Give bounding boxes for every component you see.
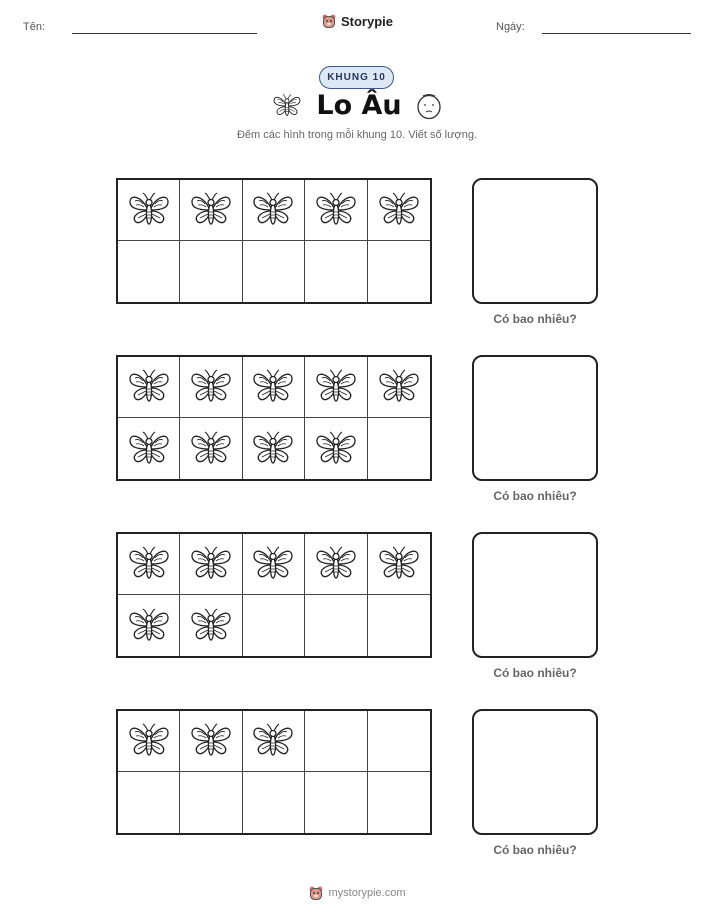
frame-cell	[305, 241, 367, 302]
butterfly-icon	[251, 544, 295, 584]
answer-box-3[interactable]	[472, 532, 598, 658]
butterfly-icon	[189, 606, 233, 646]
butterfly-icon	[127, 429, 171, 469]
frame-cell	[118, 595, 180, 656]
ten-frame-1	[116, 178, 432, 304]
butterfly-icon	[127, 544, 171, 584]
butterfly-icon	[251, 190, 295, 230]
frame-cell	[118, 534, 180, 595]
date-line[interactable]	[542, 33, 691, 34]
frame-cell	[118, 357, 180, 418]
butterfly-icon	[127, 721, 171, 761]
butterfly-icon	[189, 190, 233, 230]
frame-cell	[305, 772, 367, 833]
frame-cell	[368, 241, 430, 302]
answer-box-2[interactable]	[472, 355, 598, 481]
butterfly-icon	[314, 544, 358, 584]
frame-cell	[243, 357, 305, 418]
frame-cell	[305, 534, 367, 595]
brand-logo	[0, 13, 714, 29]
frame-cell	[368, 711, 430, 772]
name-label: Tên:	[23, 21, 46, 33]
frame-cell	[243, 241, 305, 302]
frame-cell	[243, 180, 305, 241]
frame-cell	[305, 357, 367, 418]
frame-cell	[180, 357, 242, 418]
butterfly-icon	[272, 92, 302, 120]
frame-cell	[180, 180, 242, 241]
butterfly-icon	[314, 367, 358, 407]
frame-cell	[243, 595, 305, 656]
frame-cell	[368, 534, 430, 595]
frame-badge: KHUNG 10	[319, 66, 394, 89]
frame-cell	[118, 772, 180, 833]
butterfly-icon	[314, 429, 358, 469]
title-row	[0, 90, 714, 121]
answer-box-1[interactable]	[472, 178, 598, 304]
butterfly-icon	[251, 429, 295, 469]
butterfly-icon	[127, 367, 171, 407]
worried-face-icon	[416, 92, 442, 120]
name-line[interactable]	[72, 33, 257, 34]
frame-cell	[305, 711, 367, 772]
ten-frame-3	[116, 532, 432, 658]
frame-cell	[368, 418, 430, 479]
frame-cell	[180, 534, 242, 595]
answer-label-4: Có bao nhiêu?	[493, 843, 577, 857]
butterfly-icon	[127, 190, 171, 230]
butterfly-icon	[189, 429, 233, 469]
butterfly-icon	[251, 367, 295, 407]
butterfly-icon	[127, 606, 171, 646]
page-title: Lo Âu	[316, 90, 402, 121]
answer-label-3: Có bao nhiêu?	[493, 666, 577, 680]
ten-frame-4	[116, 709, 432, 835]
frame-cell	[180, 418, 242, 479]
footer-url: mystorypie.com	[328, 887, 406, 899]
butterfly-icon	[189, 721, 233, 761]
date-label: Ngày:	[496, 21, 525, 33]
butterfly-icon	[377, 544, 421, 584]
footer	[0, 885, 714, 901]
frame-cell	[118, 418, 180, 479]
answer-box-4[interactable]	[472, 709, 598, 835]
answer-label-2: Có bao nhiêu?	[493, 489, 577, 503]
brand-name: Storypie	[340, 13, 393, 29]
frame-cell	[305, 595, 367, 656]
butterfly-icon	[189, 367, 233, 407]
butterfly-icon	[251, 721, 295, 761]
frame-cell	[180, 595, 242, 656]
bear-logo-icon	[308, 885, 324, 901]
instructions: Đếm các hình trong mỗi khung 10. Viết số lượng.	[236, 129, 477, 141]
butterfly-icon	[314, 190, 358, 230]
frame-cell	[305, 180, 367, 241]
frame-cell	[118, 711, 180, 772]
frame-cell	[368, 357, 430, 418]
answer-label-1: Có bao nhiêu?	[493, 312, 577, 326]
frame-cell	[368, 772, 430, 833]
frame-cell	[368, 595, 430, 656]
frame-cell	[180, 772, 242, 833]
frame-cell	[368, 180, 430, 241]
frame-cell	[118, 180, 180, 241]
frame-cell	[180, 711, 242, 772]
butterfly-icon	[377, 367, 421, 407]
bear-logo-icon	[321, 13, 337, 29]
butterfly-icon	[377, 190, 421, 230]
frame-cell	[243, 711, 305, 772]
frame-cell	[305, 418, 367, 479]
frame-cell	[243, 534, 305, 595]
frame-cell	[180, 241, 242, 302]
ten-frame-2	[116, 355, 432, 481]
frame-cell	[243, 418, 305, 479]
butterfly-icon	[189, 544, 233, 584]
frame-cell	[118, 241, 180, 302]
frame-cell	[243, 772, 305, 833]
